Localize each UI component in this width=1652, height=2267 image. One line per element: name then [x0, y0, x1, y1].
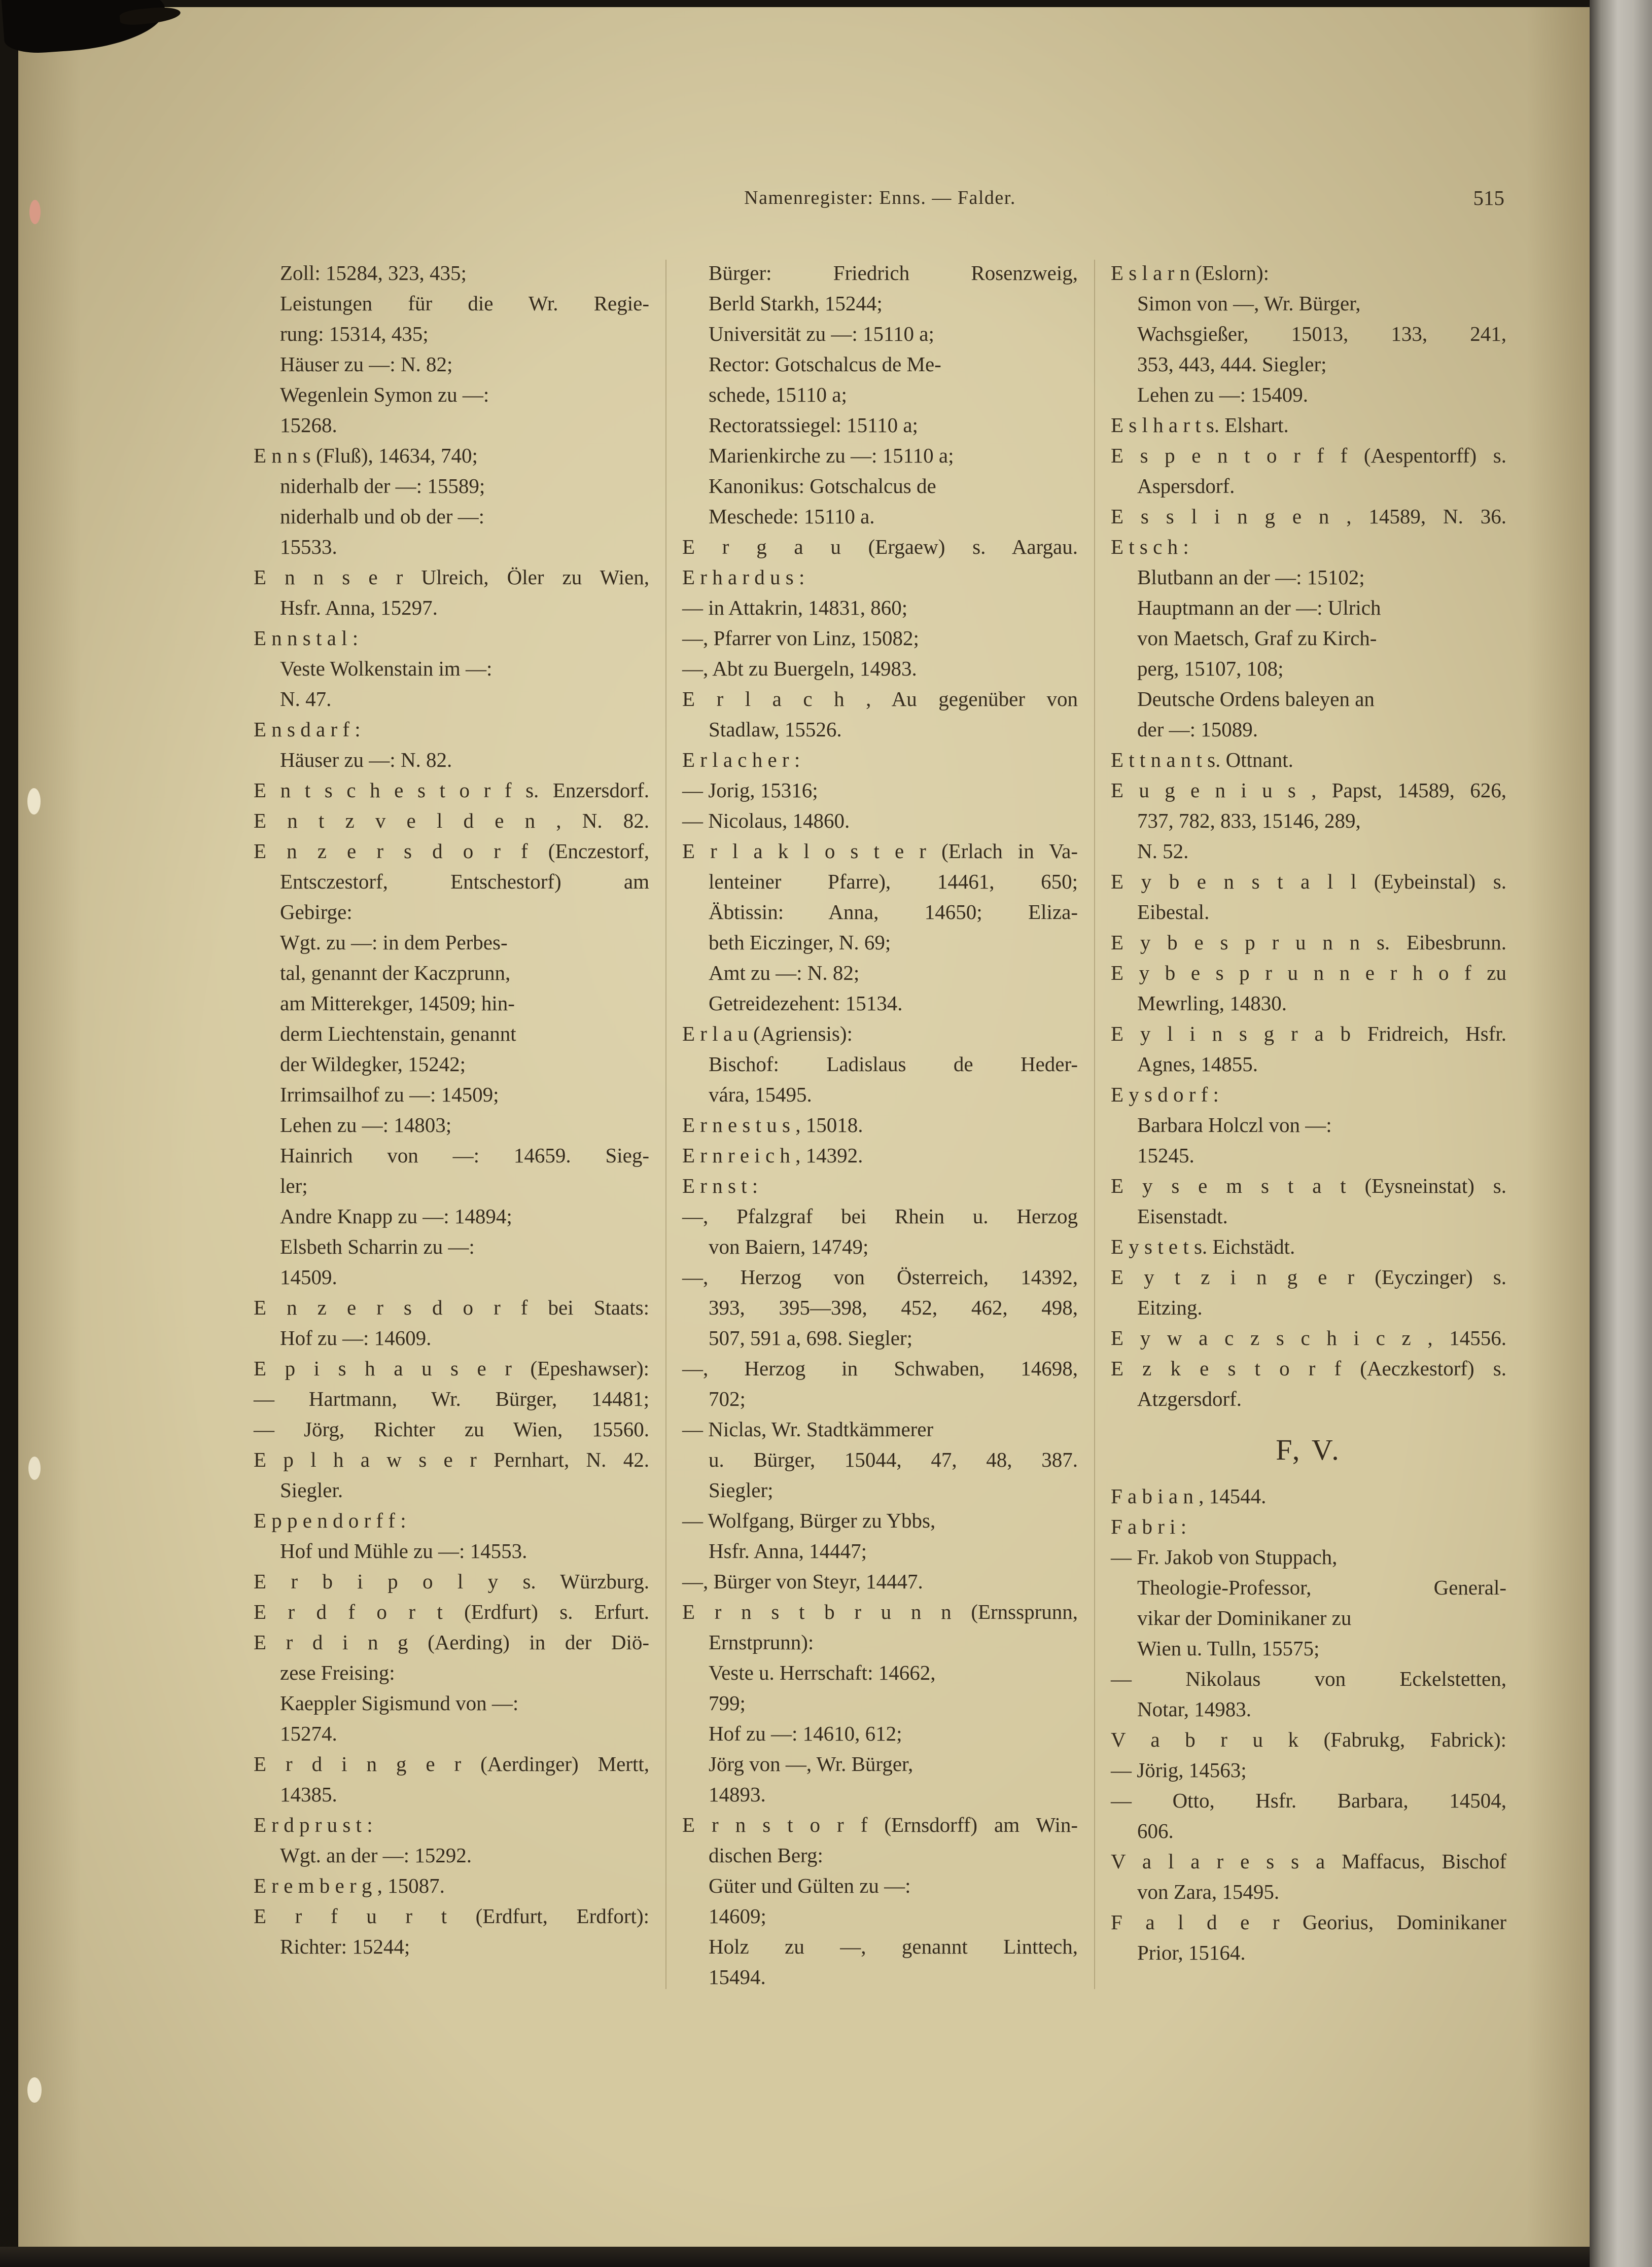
index-line: Agnes, 14855.	[1137, 1052, 1258, 1076]
index-line: Wgt. an der —: 15292.	[280, 1844, 472, 1867]
index-line: niderhalb und ob der —:	[280, 505, 485, 528]
index-line: — Jörig, 14563;	[1111, 1758, 1247, 1782]
index-line: Irrimsailhof zu —: 14509;	[280, 1083, 499, 1106]
index-line: E r n r e i c h , 14392.	[682, 1144, 863, 1167]
index-line: Richter: 15244;	[280, 1935, 410, 1958]
index-line: Meschede: 15110 a.	[709, 505, 875, 528]
index-line: 14509.	[280, 1265, 337, 1289]
index-line: Prior, 15164.	[1137, 1941, 1246, 1964]
index-line: Lehen zu —: 14803;	[280, 1113, 452, 1137]
index-line: vikar der Dominikaner zu	[1137, 1606, 1352, 1630]
index-line: Bürger: Friedrich Rosenzweig,	[709, 261, 1078, 285]
index-line: E n z e r s d o r f bei Staats:	[254, 1296, 649, 1319]
index-line: F a l d e r Georius, Dominikaner	[1111, 1910, 1506, 1934]
index-line: Bischof: Ladislaus de Heder-	[709, 1052, 1078, 1076]
index-line: Atzgersdorf.	[1137, 1387, 1242, 1410]
index-line: Eitzing.	[1137, 1296, 1203, 1319]
index-line: — in Attakrin, 14831, 860;	[682, 596, 908, 619]
index-line: —, Bürger von Steyr, 14447.	[682, 1570, 923, 1593]
index-line: der —: 15089.	[1137, 718, 1258, 741]
index-line: E n n s (Fluß), 14634, 740;	[254, 444, 478, 467]
index-line: Berld Starkh, 15244;	[709, 292, 883, 315]
index-line: 507, 591 a, 698. Siegler;	[709, 1326, 912, 1350]
page-content	[254, 186, 1506, 1992]
index-line: Häuser zu —: N. 82.	[280, 748, 452, 771]
index-line: Amt zu —: N. 82;	[709, 961, 860, 984]
index-line: — Jorig, 15316;	[682, 778, 818, 802]
index-line: Holz zu —, genannt Linttech,	[709, 1935, 1078, 1958]
index-line: — Wolfgang, Bürger zu Ybbs,	[682, 1509, 936, 1532]
index-line: E r n s t :	[682, 1174, 758, 1197]
index-line: E r d f o r t (Erdfurt) s. Erfurt.	[254, 1600, 649, 1623]
index-line: Ernstprunn):	[709, 1631, 814, 1654]
index-line: E r e m b e r g , 15087.	[254, 1874, 445, 1897]
index-line: Veste u. Herrschaft: 14662,	[709, 1661, 936, 1684]
index-line: E y l i n s g r a b Fridreich, Hsfr.	[1111, 1022, 1506, 1045]
text-block	[254, 258, 1506, 1992]
index-line: E r b i p o l y s. Würzburg.	[254, 1570, 649, 1593]
index-line: E n t z v e l d e n , N. 82.	[254, 809, 649, 832]
index-line: N. 47.	[280, 687, 332, 711]
index-line: E r d i n g e r (Aerdinger) Mertt,	[254, 1752, 649, 1776]
book-page	[18, 7, 1590, 2247]
index-line: — Otto, Hsfr. Barbara, 14504,	[1111, 1789, 1506, 1812]
index-line: der Wildegker, 15242;	[280, 1052, 466, 1076]
index-line: Eibestal.	[1137, 900, 1210, 924]
index-line: E s s l i n g e n , 14589, N. 36.	[1111, 505, 1506, 528]
index-line: von Baiern, 14749;	[709, 1235, 869, 1258]
index-line: Wachsgießer, 15013, 133, 241,	[1137, 322, 1506, 345]
index-line: E s l a r n (Eslorn):	[1111, 261, 1269, 285]
index-line: E y b e s p r u n n s. Eibesbrunn.	[1111, 931, 1506, 954]
index-line: E y b e s p r u n n e r h o f zu	[1111, 961, 1506, 984]
index-line: Hof zu —: 14610, 612;	[709, 1722, 902, 1745]
column-divider	[1094, 260, 1095, 1989]
index-line: Universität zu —: 15110 a;	[709, 322, 934, 345]
index-line: — Jörg, Richter zu Wien, 15560.	[254, 1418, 649, 1441]
index-line: E n s d a r f :	[254, 718, 361, 741]
index-line: von Maetsch, Graf zu Kirch-	[1137, 626, 1377, 650]
index-line: Stadlaw, 15526.	[709, 718, 842, 741]
index-line: —, Pfarrer von Linz, 15082;	[682, 626, 919, 650]
index-line: Aspersdorf.	[1137, 474, 1235, 498]
index-line: E n n s e r Ulreich, Öler zu Wien,	[254, 565, 649, 589]
index-line: E r h a r d u s :	[682, 565, 805, 589]
index-line: 606.	[1137, 1819, 1174, 1843]
index-line: Mewrling, 14830.	[1137, 991, 1287, 1015]
index-line: 14893.	[709, 1783, 766, 1806]
column-3	[1111, 258, 1506, 1992]
index-line: am Mitterekger, 14509; hin-	[280, 991, 515, 1015]
index-line: E y b e n s t a l l (Eybeinstal) s.	[1111, 870, 1506, 893]
index-line: Gebirge:	[280, 900, 353, 924]
column-1	[254, 258, 649, 1992]
index-line: —, Herzog von Österreich, 14392,	[682, 1265, 1078, 1289]
index-line: Siegler;	[709, 1478, 774, 1502]
index-line: Lehen zu —: 15409.	[1137, 383, 1309, 406]
index-line: E u g e n i u s , Papst, 14589, 626,	[1111, 778, 1506, 802]
index-line: schede, 15110 a;	[709, 383, 847, 406]
index-line: E r n e s t u s , 15018.	[682, 1113, 863, 1137]
index-line: 393, 395—398, 452, 462, 498,	[709, 1296, 1078, 1319]
index-line: vára, 15495.	[709, 1083, 812, 1106]
index-line: Siegler.	[280, 1478, 343, 1502]
index-line: Getreidezehent: 15134.	[709, 991, 903, 1015]
index-line: E n z e r s d o r f (Enczestorf,	[254, 839, 649, 863]
index-line: Güter und Gülten zu —:	[709, 1874, 911, 1897]
index-line: 353, 443, 444. Siegler;	[1137, 352, 1327, 376]
index-line: zese Freising:	[280, 1661, 395, 1684]
index-line: Wien u. Tulln, 15575;	[1137, 1637, 1320, 1660]
index-line: beth Eiczinger, N. 69;	[709, 931, 891, 954]
index-line: Deutsche Ordens baleyen an	[1137, 687, 1375, 711]
paper-tear-mark	[27, 2077, 42, 2103]
index-line: E s l h a r t s. Elshart.	[1111, 413, 1289, 437]
index-line: Entsczestorf, Entschestorf) am	[280, 870, 649, 893]
index-line: E p l h a w s e r Pernhart, N. 42.	[254, 1448, 649, 1471]
running-header	[254, 186, 1506, 258]
index-line: Hsfr. Anna, 14447;	[709, 1539, 867, 1563]
index-line: rung: 15314, 435;	[280, 322, 429, 345]
column-divider	[665, 260, 666, 1989]
index-line: E r l a k l o s t e r (Erlach in Va-	[682, 839, 1078, 863]
index-line: Zoll: 15284, 323, 435;	[280, 261, 467, 285]
index-line: u. Bürger, 15044, 47, 48, 387.	[709, 1448, 1078, 1471]
index-line: E r l a c h , Au gegenüber von	[682, 687, 1078, 711]
index-line: tal, genannt der Kaczprunn,	[280, 961, 511, 984]
index-line: E r g a u (Ergaew) s. Aargau.	[682, 535, 1078, 558]
index-line: von Zara, 15495.	[1137, 1880, 1280, 1903]
index-line: Leistungen für die Wr. Regie-	[280, 292, 649, 315]
index-line: Kanonikus: Gotschalcus de	[709, 474, 936, 498]
index-line: E s p e n t o r f f (Aespentorff) s.	[1111, 444, 1506, 467]
page-fore-edge	[1590, 0, 1652, 2267]
index-line: Äbtissin: Anna, 14650; Eliza-	[709, 900, 1078, 924]
index-line: Blutbann an der —: 15102;	[1137, 565, 1365, 589]
index-line: E n t s c h e s t o r f s. Enzersdorf.	[254, 778, 649, 802]
index-line: 15274.	[280, 1722, 337, 1745]
index-line: — Nikolaus von Eckelstetten,	[1111, 1667, 1506, 1690]
index-line: E r d i n g (Aerding) in der Diö-	[254, 1631, 649, 1654]
index-line: —, Abt zu Buergeln, 14983.	[682, 657, 917, 680]
index-line: Notar, 14983.	[1137, 1697, 1251, 1721]
index-line: Hsfr. Anna, 15297.	[280, 596, 438, 619]
index-line: Barbara Holczl von —:	[1137, 1113, 1332, 1137]
index-line: 15533.	[280, 535, 337, 558]
index-line: E r d p r u s t :	[254, 1813, 373, 1836]
index-line: 14385.	[280, 1783, 337, 1806]
index-line: 15494.	[709, 1965, 766, 1989]
index-line: 799;	[709, 1691, 746, 1715]
index-line: E y s t e t s. Eichstädt.	[1111, 1235, 1295, 1258]
index-line: Kaeppler Sigismund von —:	[280, 1691, 519, 1715]
index-line: E r n s t o r f (Ernsdorff) am Win-	[682, 1813, 1078, 1836]
index-line: E r l a c h e r :	[682, 748, 800, 771]
scan-artifact	[1, 0, 167, 55]
index-line: Elsbeth Scharrin zu —:	[280, 1235, 475, 1258]
index-line: Hof und Mühle zu —: 14553.	[280, 1539, 528, 1563]
index-line: E p i s h a u s e r (Epeshawser):	[254, 1357, 649, 1380]
index-line: Hof zu —: 14609.	[280, 1326, 432, 1350]
index-line: E y t z i n g e r (Eyczinger) s.	[1111, 1265, 1506, 1289]
index-line: Wegenlein Symon zu —:	[280, 383, 489, 406]
index-line: Simon von —, Wr. Bürger,	[1137, 292, 1361, 315]
index-line: E n n s t a l :	[254, 626, 359, 650]
index-line: Häuser zu —: N. 82;	[280, 352, 453, 376]
index-line: ler;	[280, 1174, 308, 1197]
index-line: E t s c h :	[1111, 535, 1189, 558]
index-line: E p p e n d o r f f :	[254, 1509, 406, 1532]
index-line: E y w a c z s c h i c z , 14556.	[1111, 1326, 1506, 1350]
index-line: Hauptmann an der —: Ulrich	[1137, 596, 1381, 619]
index-line: E y s e m s t a t (Eysneinstat) s.	[1111, 1174, 1506, 1197]
index-line: 737, 782, 833, 15146, 289,	[1137, 809, 1361, 832]
index-line: N. 52.	[1137, 839, 1189, 863]
index-line: E r l a u (Agriensis):	[682, 1022, 853, 1045]
index-line: V a b r u k (Fabrukg, Fabrick):	[1111, 1728, 1506, 1751]
index-line: — Niclas, Wr. Stadtkämmerer	[682, 1418, 934, 1441]
index-line: — Fr. Jakob von Stuppach,	[1111, 1545, 1338, 1569]
index-line: —, Pfalzgraf bei Rhein u. Herzog	[682, 1205, 1078, 1228]
index-line: perg, 15107, 108;	[1137, 657, 1284, 680]
index-line: 702;	[709, 1387, 746, 1410]
paper-tear-mark	[29, 200, 41, 224]
index-line: Veste Wolkenstain im —:	[280, 657, 493, 680]
index-line: Rector: Gotschalcus de Me-	[709, 352, 941, 376]
index-line: lenteiner Pfarre), 14461, 650;	[709, 870, 1078, 893]
index-line: E y s d o r f :	[1111, 1083, 1219, 1106]
index-line: 14609;	[709, 1904, 766, 1928]
index-line: Hainrich von —: 14659. Sieg-	[280, 1144, 649, 1167]
index-line: E z k e s t o r f (Aeczkestorf) s.	[1111, 1357, 1506, 1380]
page-header-title: Namenregister: Enns. — Falder.	[744, 187, 1016, 208]
paper-tear-mark	[27, 788, 41, 814]
index-line: niderhalb der —: 15589;	[280, 474, 485, 498]
index-line: Wgt. zu —: in dem Perbes-	[280, 931, 508, 954]
index-line: F a b r i :	[1111, 1515, 1187, 1538]
index-line: V a l a r e s s a Maffacus, Bischof	[1111, 1850, 1506, 1873]
column-2	[682, 258, 1078, 1992]
index-line: derm Liechtenstain, genannt	[280, 1022, 516, 1045]
binding-shadow	[0, 2247, 1590, 2267]
section-heading: F, V.	[1276, 1433, 1342, 1466]
index-line: Jörg von —, Wr. Bürger,	[709, 1752, 913, 1776]
index-line: E t t n a n t s. Ottnant.	[1111, 748, 1293, 771]
index-line: 15268.	[280, 413, 337, 437]
index-line: 15245.	[1137, 1144, 1194, 1167]
index-line: Andre Knapp zu —: 14894;	[280, 1205, 512, 1228]
page-number: 515	[1473, 186, 1504, 209]
index-line: Eisenstadt.	[1137, 1205, 1228, 1228]
index-line: Rectoratssiegel: 15110 a;	[709, 413, 918, 437]
index-line: E r n s t b r u n n (Ernssprunn,	[682, 1600, 1078, 1623]
index-line: F a b i a n , 14544.	[1111, 1484, 1267, 1508]
index-line: — Nicolaus, 14860.	[682, 809, 850, 832]
index-line: Marienkirche zu —: 15110 a;	[709, 444, 954, 467]
index-line: — Hartmann, Wr. Bürger, 14481;	[254, 1387, 649, 1410]
index-line: —, Herzog in Schwaben, 14698,	[682, 1357, 1078, 1380]
index-line: E r f u r t (Erdfurt, Erdfort):	[254, 1904, 649, 1928]
paper-tear-mark	[28, 1457, 41, 1480]
index-line: dischen Berg:	[709, 1844, 823, 1867]
index-line: Theologie-Professor, General-	[1137, 1576, 1506, 1599]
